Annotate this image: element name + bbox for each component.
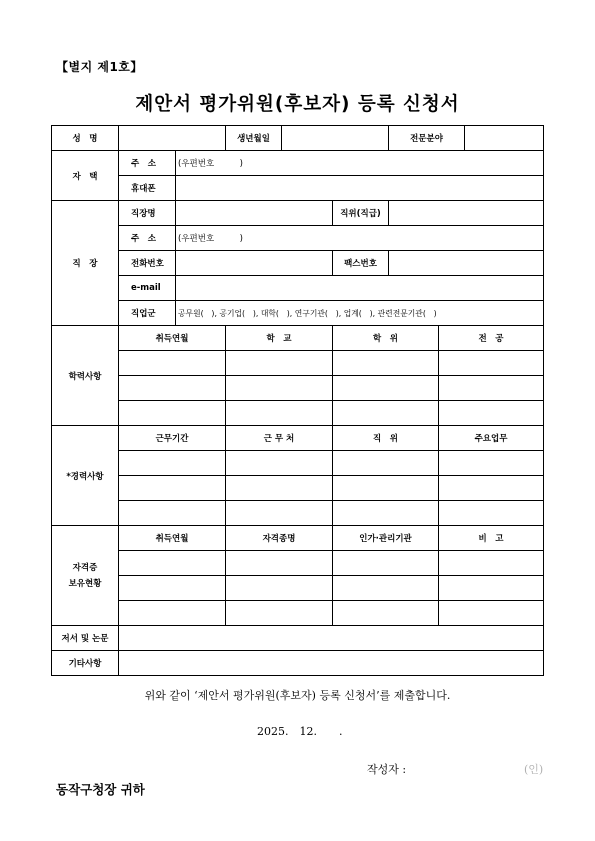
certificates-label-line1: 자격증 bbox=[72, 562, 98, 573]
publications-field[interactable] bbox=[119, 626, 544, 651]
home-section-label: 자 택 bbox=[52, 151, 119, 201]
career-col-workplace: 근 무 처 bbox=[226, 426, 333, 451]
education-row bbox=[52, 401, 544, 426]
row-personal bbox=[52, 126, 544, 151]
work-section-label: 직 장 bbox=[52, 201, 119, 326]
certificate-cell[interactable] bbox=[226, 601, 333, 626]
email-label: e-mail bbox=[119, 276, 176, 301]
row-certificates-header bbox=[52, 526, 544, 551]
career-cell[interactable] bbox=[439, 476, 544, 501]
home-address-label: 주 소 bbox=[119, 151, 176, 176]
birth-label: 생년월일 bbox=[226, 126, 282, 151]
education-cell[interactable] bbox=[119, 376, 226, 401]
row-home-mobile bbox=[52, 176, 544, 201]
other-label: 기타사항 bbox=[52, 651, 119, 676]
email-field[interactable] bbox=[176, 276, 544, 301]
certificate-cell[interactable] bbox=[226, 576, 333, 601]
author-label: 작성자 : bbox=[367, 763, 407, 776]
career-row bbox=[52, 451, 544, 476]
annex-label: 【별지 제1호】 bbox=[56, 60, 143, 74]
workplace-field[interactable] bbox=[176, 201, 333, 226]
certificate-cell[interactable] bbox=[119, 576, 226, 601]
certificate-cell[interactable] bbox=[333, 601, 439, 626]
application-form-table bbox=[51, 125, 544, 676]
education-row bbox=[52, 351, 544, 376]
career-cell[interactable] bbox=[119, 476, 226, 501]
education-cell[interactable] bbox=[119, 401, 226, 426]
certificate-row bbox=[52, 601, 544, 626]
education-cell[interactable] bbox=[119, 351, 226, 376]
career-section-label: *경력사항 bbox=[52, 426, 119, 526]
row-home-address bbox=[52, 151, 544, 176]
row-phone-fax bbox=[52, 251, 544, 276]
name-label: 성 명 bbox=[52, 126, 119, 151]
form-title: 제안서 평가위원(후보자) 등록 신청서 bbox=[135, 94, 460, 115]
education-cell[interactable] bbox=[333, 376, 439, 401]
birth-field[interactable] bbox=[282, 126, 389, 151]
certificates-col-name: 자격종명 bbox=[226, 526, 333, 551]
publications-label: 저서 및 논문 bbox=[52, 626, 119, 651]
job-group-field[interactable]: 공무원( ), 공기업( ), 대학( ), 연구기관( ), 업계( ), 관련전문기관( ) bbox=[176, 301, 544, 326]
row-education-header bbox=[52, 326, 544, 351]
row-other bbox=[52, 651, 544, 676]
certificate-cell[interactable] bbox=[119, 601, 226, 626]
career-cell[interactable] bbox=[226, 476, 333, 501]
career-cell[interactable] bbox=[333, 476, 439, 501]
row-job-group bbox=[52, 301, 544, 326]
certificate-cell[interactable] bbox=[119, 551, 226, 576]
education-cell[interactable] bbox=[439, 401, 544, 426]
row-career-header bbox=[52, 426, 544, 451]
career-row bbox=[52, 476, 544, 501]
job-group-label: 직업군 bbox=[119, 301, 176, 326]
certificates-col-note: 비 고 bbox=[439, 526, 544, 551]
other-field[interactable] bbox=[119, 651, 544, 676]
submission-date: 2025. 12. . bbox=[257, 725, 343, 738]
fax-label: 팩스번호 bbox=[333, 251, 389, 276]
certificate-cell[interactable] bbox=[439, 551, 544, 576]
field-field[interactable] bbox=[465, 126, 544, 151]
education-section-label: 학력사항 bbox=[52, 326, 119, 426]
name-field[interactable] bbox=[119, 126, 226, 151]
certificate-row bbox=[52, 576, 544, 601]
education-col-date: 취득연월 bbox=[119, 326, 226, 351]
education-col-school: 학 교 bbox=[226, 326, 333, 351]
certificate-cell[interactable] bbox=[439, 601, 544, 626]
phone-field[interactable] bbox=[176, 251, 333, 276]
career-cell[interactable] bbox=[119, 451, 226, 476]
education-cell[interactable] bbox=[226, 401, 333, 426]
fax-field[interactable] bbox=[389, 251, 544, 276]
phone-label: 전화번호 bbox=[119, 251, 176, 276]
seal-mark: (인) bbox=[524, 763, 544, 776]
position-label: 직위(직급) bbox=[333, 201, 389, 226]
certificate-row bbox=[52, 551, 544, 576]
certificate-cell[interactable] bbox=[333, 576, 439, 601]
career-cell[interactable] bbox=[119, 501, 226, 526]
field-label: 전문분야 bbox=[389, 126, 465, 151]
education-cell[interactable] bbox=[333, 351, 439, 376]
career-row bbox=[52, 501, 544, 526]
education-cell[interactable] bbox=[439, 351, 544, 376]
certificate-cell[interactable] bbox=[226, 551, 333, 576]
career-col-position: 직 위 bbox=[333, 426, 439, 451]
work-address-field[interactable]: (우편번호 ) bbox=[176, 226, 544, 251]
education-cell[interactable] bbox=[439, 376, 544, 401]
certificate-cell[interactable] bbox=[333, 551, 439, 576]
education-col-degree: 학 위 bbox=[333, 326, 439, 351]
certificate-cell[interactable] bbox=[439, 576, 544, 601]
home-address-field[interactable]: (우편번호 ) bbox=[176, 151, 544, 176]
certificates-col-authority: 인가·관리기관 bbox=[333, 526, 439, 551]
education-cell[interactable] bbox=[226, 351, 333, 376]
education-cell[interactable] bbox=[333, 401, 439, 426]
career-cell[interactable] bbox=[333, 451, 439, 476]
recipient: 동작구청장 귀하 bbox=[56, 782, 145, 797]
mobile-field[interactable] bbox=[176, 176, 544, 201]
education-row bbox=[52, 376, 544, 401]
certificates-col-date: 취득연월 bbox=[119, 526, 226, 551]
career-cell[interactable] bbox=[226, 501, 333, 526]
row-workplace bbox=[52, 201, 544, 226]
career-cell[interactable] bbox=[226, 451, 333, 476]
submission-statement: 위와 같이 ‘제안서 평가위원(후보자) 등록 신청서’를 제출합니다. bbox=[144, 689, 451, 702]
education-cell[interactable] bbox=[226, 376, 333, 401]
mobile-label: 휴대폰 bbox=[119, 176, 176, 201]
certificates-label-line2: 보유현황 bbox=[68, 578, 102, 589]
career-col-duties: 주요업무 bbox=[439, 426, 544, 451]
row-work-address bbox=[52, 226, 544, 251]
career-cell[interactable] bbox=[439, 501, 544, 526]
work-address-label: 주 소 bbox=[119, 226, 176, 251]
education-col-major: 전 공 bbox=[439, 326, 544, 351]
position-field[interactable] bbox=[389, 201, 544, 226]
workplace-label: 직장명 bbox=[119, 201, 176, 226]
certificates-section-label bbox=[52, 526, 119, 626]
career-cell[interactable] bbox=[439, 451, 544, 476]
row-publications bbox=[52, 626, 544, 651]
career-cell[interactable] bbox=[333, 501, 439, 526]
row-email bbox=[52, 276, 544, 301]
career-col-period: 근무기간 bbox=[119, 426, 226, 451]
